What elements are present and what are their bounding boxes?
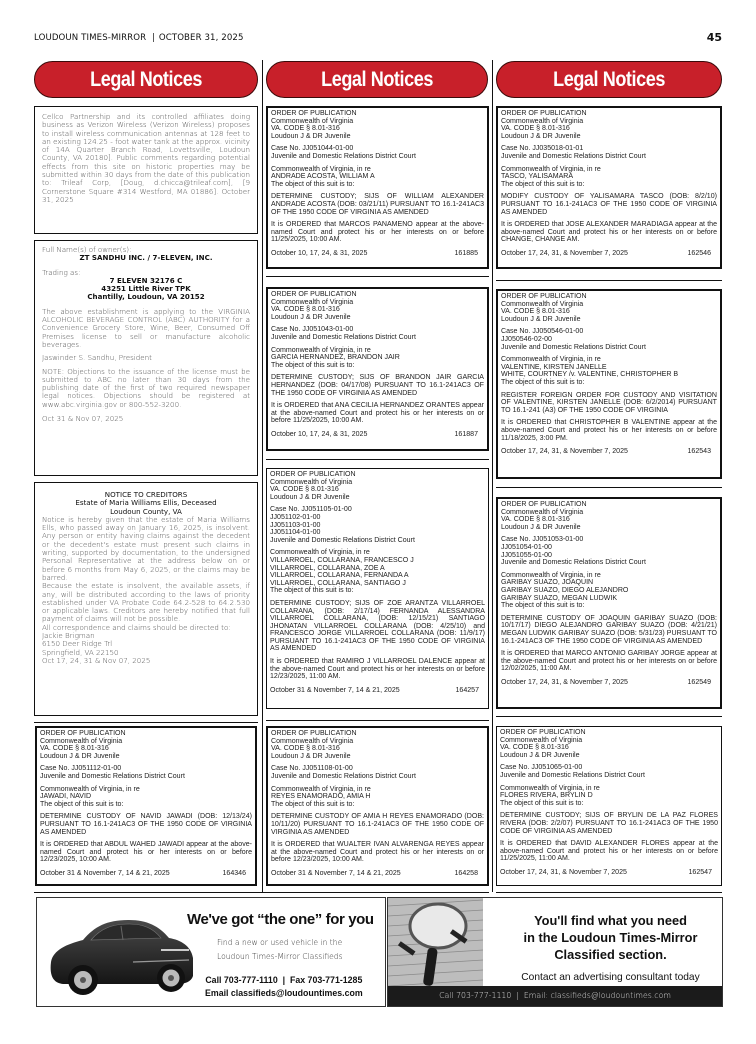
order-title: ORDER OF PUBLICATION	[271, 291, 357, 298]
rule	[34, 722, 258, 723]
order-title: ORDER OF PUBLICATION	[271, 110, 357, 117]
respondent-name: VALENTINE, KIRSTEN JANELLE	[501, 363, 607, 371]
order-title: ORDER OF PUBLICATION	[271, 730, 357, 737]
rule	[34, 892, 489, 893]
order-of-publication-garibay	[496, 497, 722, 709]
order-in-re	[271, 347, 484, 370]
suit-object: DETERMINE CUSTODY; SIJS OF BRANDON JAIR GARCIA HERNANDEZ (DOB: 04/17/08) PURSUANT TO 16.1-241AC3 OF THE 1950 CODE OF VIRGINIA AS AMENDED	[271, 374, 484, 397]
ad-number: 162546	[687, 249, 711, 257]
order-body	[267, 469, 488, 696]
respondent-name: TASCO, YALISAMARA	[501, 173, 574, 181]
object-label: The object of this suit is to:	[271, 361, 355, 369]
case-number: Case No. JJ050546-01-00	[501, 328, 584, 336]
order-code: VA. CODE § 8.01-316	[271, 306, 340, 314]
representative-street: 6150 Deer Ridge Trl	[42, 639, 113, 649]
order-footer	[500, 869, 718, 877]
car-ad-sub-line-2: Loudoun Times-Mirror Classifieds	[217, 952, 343, 961]
suit-object: DETERMINE CUSTODY; SIJS OF ZOE ARANTZA VILLARROEL COLLARANA, (DOB: 2/17/14) FERNANDA ALESSANDRA VILLARROEL COLLARANA, (DOB: 12/15/21) SANTIAGO JHONATAN VILLARROEL COLLARANA (DOB: 4/25/10) and FRANCESCO JORGE VILLARROEL COLLARANA (DOB: 11/9/17) PURSUANT TO 16.1-241AC3 OF THE 1950 CODE OF VIRGINIA AS AMENDED	[270, 599, 485, 653]
order-court: Loudoun J & DR Juvenile	[271, 752, 351, 760]
order-title: ORDER OF PUBLICATION	[501, 501, 587, 508]
in-re-label: Commonwealth of Virginia, in re	[271, 785, 371, 793]
creditors-para-3: All correspondence and claims should be directed to:	[42, 622, 231, 632]
magnifying-glass-image-icon	[388, 898, 483, 988]
respondent-name: GARIBAY SUAZO, DIEGO ALEJANDRO	[501, 586, 629, 594]
order-header	[501, 293, 717, 323]
order-court: Loudoun J & DR Juvenile	[40, 752, 120, 760]
rule	[266, 459, 489, 460]
car-classifieds-ad[interactable]	[36, 897, 386, 1007]
order-court: Loudoun J & DR Juvenile	[501, 315, 581, 323]
case-number: Case No. JJ051044-01-00	[271, 145, 354, 153]
ad-number: 162549	[687, 678, 711, 686]
separator: |	[152, 33, 156, 43]
order-title: ORDER OF PUBLICATION	[500, 729, 586, 736]
order-of-publication-reyes	[266, 726, 489, 886]
publication-name: LOUDOUN TIMES-MIRROR	[34, 33, 147, 43]
order-header	[500, 729, 718, 759]
respondent-name: VILLARROEL, COLLARANA, FRANCESCO J	[270, 556, 414, 564]
order-code: VA. CODE § 8.01-316	[500, 744, 569, 752]
order-in-re	[40, 786, 252, 809]
in-re-label: Commonwealth of Virginia, in re	[270, 549, 370, 557]
order-title: ORDER OF PUBLICATION	[270, 471, 356, 478]
court-name: Juvenile and Domestic Relations District Court	[271, 333, 416, 341]
order-code: VA. CODE § 8.01-316	[501, 516, 570, 524]
order-title: ORDER OF PUBLICATION	[40, 730, 126, 737]
order-code: VA. CODE § 8.01-316	[501, 125, 570, 133]
order-cases	[501, 145, 717, 160]
order-code: VA. CODE § 8.01-316	[271, 745, 340, 753]
suit-object: DETERMINE CUSTODY; SIJS OF WILLIAM ALEXANDER ANDRADE ACOSTA (DOB: 03/21/11) PURSUANT TO 16.1-241AC3 OF THE 1950 CODE OF VIRGINIA AS AMENDED	[271, 193, 484, 216]
order-cases	[501, 536, 717, 566]
creditors-para-2: Because the estate is insolvent, the available assets, if any, will be distributed according to the laws of priority established under VA Probate Code 64.2-528 to 64.2.530 or applicable laws. Creditors are hereby notified that full payment of claims will not be possible.	[42, 581, 250, 624]
ad-number: 162543	[687, 448, 711, 456]
order-cases	[501, 328, 717, 351]
court-name: Juvenile and Domestic Relations District Court	[501, 559, 646, 567]
order-jurisdiction: Commonwealth of Virginia	[500, 736, 583, 744]
order-court: Loudoun J & DR Juvenile	[501, 523, 581, 531]
order-of-publication-garcia	[266, 287, 489, 451]
abc-notice-body	[35, 241, 257, 431]
publication-dates: October 31 & November 7, 14 & 21, 2025	[40, 869, 170, 877]
respondent-name: VILLARROEL, COLLARANA, SANTIAGO J	[270, 579, 406, 587]
owners-label: Full Name(s) of owner(s):	[42, 245, 132, 254]
order-footer	[271, 431, 484, 439]
order-body	[268, 289, 487, 441]
creditors-subtitle-2: Loudoun County, VA	[110, 506, 182, 516]
order-directive: It is ORDERED that RAMIRO J VILLARROEL DALENCE appear at the above-named Court and protect his or her interests on or before 12/23/2025, 11:00 AM.	[270, 658, 485, 681]
column-divider	[492, 60, 493, 892]
creditors-dates: Oct 17, 24, 31 & Nov 07, 2025	[42, 655, 151, 665]
order-jurisdiction: Commonwealth of Virginia	[271, 298, 354, 306]
order-directive: It is ORDERED that DAVID ALEXANDER FLORES appear at the above-named Court and protect his or her interests on or before 11/25/2025, 11:00 AM.	[500, 840, 718, 863]
respondent-name: GARCIA HERNANDEZ, BRANDON JAIR	[271, 354, 400, 362]
order-in-re	[271, 786, 484, 809]
classified-ad-headline-line-1: You'll find what you need	[534, 913, 687, 928]
object-label: The object of this suit is to:	[270, 587, 354, 595]
order-header	[501, 110, 717, 140]
order-of-publication-andrade	[266, 106, 489, 269]
order-court: Loudoun J & DR Juvenile	[271, 132, 351, 140]
order-directive: It is ORDERED that MARCO ANTONIO GARIBAY JORGE appear at the above-named Court and protect his or her interests on or before 12/02/2025, 11:00 AM.	[501, 650, 717, 673]
order-body	[498, 291, 720, 458]
case-number: JJ051104-01-00	[270, 529, 321, 537]
publication-dates: October 17, 24, 31, & November 7, 2025	[500, 868, 627, 876]
object-label: The object of this suit is to:	[271, 180, 355, 188]
trading-label: Trading as:	[42, 267, 81, 277]
order-in-re	[501, 572, 717, 610]
court-name: Juvenile and Domestic Relations District Court	[271, 772, 416, 780]
order-directive: It is ORDERED that MARCOS PANAMENO appear at the above-named Court and protect his or her interests on or before 11/25/2025, 10:00 AM.	[271, 221, 484, 244]
ad-number: 162547	[688, 868, 712, 876]
classified-section-ad[interactable]	[387, 897, 723, 1007]
order-body	[268, 108, 487, 260]
section-banner	[266, 61, 488, 98]
case-number: Case No. JJ051105-01-00	[270, 506, 352, 514]
order-jurisdiction: Commonwealth of Virginia	[270, 478, 353, 486]
rule	[496, 487, 722, 488]
car-ad-contact	[205, 974, 363, 1000]
publication-dates: October 10, 17, 24, & 31, 2025	[271, 430, 368, 438]
verizon-notice-text: Cellco Partnership and its controlled affiliates doing business as Verizon Wireless (Verizon Wireless) proposes to install wireless communication antennas at 128 feet to an existing 124.25 - foot water tank at the approx. vicinity of 14A Quarter Branch Road, Lovettsville, Loudoun County, VA 20180]. Public comments regarding potential effects from this site on historic properties may be submitted within 30 days from the date of this publication to: Trileaf Corp, [Doug, d.chicca@trileaf.com], [9 Cornerstone Square #314 Westford, MA 01886]. October 31, 2025	[42, 112, 250, 204]
order-header	[40, 730, 252, 760]
car-ad-phone-fax: Call 703-777-1110 | Fax 703-771-1285	[205, 975, 363, 985]
page-number: 45	[706, 31, 722, 44]
representative-city: Springfield, VA 22150	[42, 647, 119, 657]
court-name: Juvenile and Domestic Relations District Court	[500, 771, 645, 779]
trading-name: 7 ELEVEN 32176 C	[109, 275, 183, 285]
ad-number: 164258	[454, 869, 478, 877]
creditors-notice	[34, 482, 258, 716]
case-number: JJ051102-01-00	[270, 513, 321, 521]
case-number: Case No. JJ051043-01-00	[271, 326, 354, 334]
case-number: JJ051103-01-00	[270, 521, 321, 529]
order-footer	[40, 870, 252, 878]
order-court: Loudoun J & DR Juvenile	[500, 751, 580, 759]
order-body	[268, 728, 487, 880]
order-header	[270, 471, 485, 501]
verizon-notice	[34, 106, 258, 234]
classified-ad-headline-line-3: Classified section.	[554, 947, 667, 962]
rule	[266, 720, 489, 721]
order-code: VA. CODE § 8.01-316	[501, 308, 570, 316]
respondent-name: REYES ENAMORADO, AMIA H	[271, 793, 371, 801]
suit-object: MODIFY CUSTODY OF YALISAMARA TASCO (DOB: 8/2/10) PURSUANT TO 16.1-241AC3 OF THE 1950 CODE OF VIRGINIA AS AMENDED	[501, 193, 717, 216]
respondent-name: VILLARROEL, COLLARANA, ZOE A	[270, 564, 385, 572]
case-number: Case No. JJ051053-01-00	[501, 536, 584, 544]
order-jurisdiction: Commonwealth of Virginia	[40, 737, 123, 745]
respondent-name: GARIBAY SUAZO, MEGAN LUDWIK	[501, 594, 618, 602]
rule	[496, 280, 722, 281]
representative-name: Jackie Brigman	[42, 631, 95, 641]
order-jurisdiction: Commonwealth of Virginia	[501, 508, 584, 516]
order-code: VA. CODE § 8.01-316	[271, 125, 340, 133]
respondent-name: WHITE, COURTNEY /v. VALENTINE, CHRISTOPHER B	[501, 371, 679, 379]
in-re-label: Commonwealth of Virginia, in re	[40, 785, 140, 793]
object-label: The object of this suit is to:	[501, 180, 585, 188]
masthead	[34, 33, 722, 47]
respondent-name: VILLARROEL, COLLARANA, FERNANDA A	[270, 572, 409, 580]
ad-number: 161887	[454, 430, 478, 438]
order-header	[501, 501, 717, 531]
trading-address-2: Chantilly, Loudoun, VA 20152	[87, 292, 205, 302]
court-name: Juvenile and Domestic Relations District Court	[271, 152, 416, 160]
order-jurisdiction: Commonwealth of Virginia	[501, 300, 584, 308]
order-of-publication-tasco	[496, 106, 722, 269]
publication-dates: October 31 & November 7, 14 & 21, 2025	[270, 686, 400, 694]
publication-dates: October 17, 24, 31, & November 7, 2025	[501, 448, 628, 456]
order-directive: It is ORDERED that CHRISTOPHER B VALENTINE appear at the above-named Court and protect his or her interests on or before 11/18/2025, 3:00 PM.	[501, 419, 717, 442]
banner-label: Legal Notices	[553, 68, 665, 91]
creditors-subtitle-1: Estate of Maria Williams Ellis, Deceased	[75, 498, 217, 508]
abc-dates: Oct 31 & Nov 07, 2025	[42, 414, 124, 424]
classified-ad-subtext: Contact an advertising consultant today	[521, 972, 700, 983]
in-re-label: Commonwealth of Virginia, in re	[501, 571, 601, 579]
order-jurisdiction: Commonwealth of Virginia	[271, 737, 354, 745]
order-in-re	[501, 166, 717, 189]
order-title: ORDER OF PUBLICATION	[501, 293, 587, 300]
court-name: Juvenile and Domestic Relations District Court	[501, 343, 646, 351]
publication-dates: October 10, 17, 24, & 31, 2025	[271, 249, 368, 257]
publication-dates: October 31 & November 7, 14 & 21, 2025	[271, 869, 401, 877]
banner-label: Legal Notices	[321, 68, 433, 91]
suit-object: REGISTER FOREIGN ORDER FOR CUSTODY AND VISITATION OF VALENTINE, KIRSTEN JANELLE (DOB: 6/2/2014) PURSUANT TO 16.1-241 (A3) OF THE 1950 CODE OF VIRGINIA	[501, 391, 717, 414]
section-banner	[496, 61, 722, 98]
order-cases	[500, 764, 718, 779]
case-number: Case No. JJ035018-01-01	[501, 145, 584, 153]
case-number: Case No. JJ051112-01-00	[40, 765, 122, 773]
abc-license-notice	[34, 240, 258, 476]
respondent-name: ANDRADE ACOSTA, WILLIAM A	[271, 173, 375, 181]
order-court: Loudoun J & DR Juvenile	[271, 313, 351, 321]
case-number: JJ051055-01-00	[501, 551, 552, 559]
ad-number: 164346	[222, 869, 246, 877]
order-code: VA. CODE § 8.01-316	[40, 745, 109, 753]
order-in-re	[270, 549, 485, 595]
object-label: The object of this suit is to:	[501, 378, 585, 386]
order-jurisdiction: Commonwealth of Virginia	[501, 117, 584, 125]
in-re-label: Commonwealth of Virginia, in re	[271, 165, 371, 173]
court-name: Juvenile and Domestic Relations District Court	[40, 772, 185, 780]
trading-address-1: 43251 Little River TPK	[101, 284, 191, 294]
rule	[496, 892, 722, 893]
rule	[266, 276, 489, 277]
creditors-para-1: Notice is hereby given that the estate of Maria Williams Ells, who passed away on January 16, 2025, is insolvent. Any person or entity having claims against the decedent or the decedent's estate must present such claims in writing, supported by documentation, to the undersigned Personal Representative at the address below on or before 6 months from May 6, 2025, or the claims may be barred.	[42, 514, 250, 582]
order-body	[497, 727, 721, 879]
suit-object: DETERMINE CUSTODY OF NAVID JAWADI (DOB: 12/13/24) PURSUANT TO 16.1-241AC3 OF THE 1950 CODE OF VIRGINIA AS AMENDED	[40, 813, 252, 836]
abc-note: NOTE: Objections to the issuance of the license must be submitted to ABC no later than 30 days from the publishing date of the first of two required newspaper legal notices. Objections should be registered at www.abc.virginia.gov or 800-552-3200.	[42, 366, 250, 409]
court-name: Juvenile and Domestic Relations District Court	[270, 536, 415, 544]
order-of-publication-jawadi	[35, 726, 257, 886]
car-ad-headline: We've got “the one” for you	[187, 911, 374, 928]
order-header	[271, 730, 484, 760]
order-cases	[271, 765, 484, 780]
object-label: The object of this suit is to:	[40, 800, 124, 808]
order-cases	[271, 145, 484, 160]
order-cases	[271, 326, 484, 341]
classified-ad-headline-line-2: in the Loudoun Times-Mirror	[523, 930, 698, 945]
order-cases	[270, 506, 485, 544]
order-code: VA. CODE § 8.01-316	[270, 486, 339, 494]
order-footer	[501, 679, 717, 687]
car-image-icon	[43, 906, 195, 1002]
suit-object: DETERMINE CUSTODY; SIJS OF BRYLIN DE LA PAZ FLORES RIVERA (DOB: 2/2/07) PURSUANT TO 16.1-241AC3 OF THE 1950 CODE OF VIRGINIA AS AMENDED	[500, 812, 718, 835]
in-re-label: Commonwealth of Virginia, in re	[500, 784, 600, 792]
order-footer	[271, 870, 484, 878]
order-header	[271, 291, 484, 321]
creditors-notice-body	[35, 483, 257, 668]
order-directive: It is ORDERED that WUALTER IVAN ALVARENGA REYES appear at the above-named Court and protect his or her interests on or before 12/23/2025, 10:00 AM.	[271, 841, 484, 864]
order-footer	[501, 448, 717, 456]
order-court: Loudoun J & DR Juvenile	[501, 132, 581, 140]
case-number: JJ050546-02-00	[501, 335, 552, 343]
suit-object: DETERMINE CUSTODY OF JOAQUIN GARIBAY SUAZO (DOB: 10/17/17) DIEGO ALEJANDRO GARIBAY SUAZO (DOB: 4/21/21) MEGAN LUDWIK GARIBAY SUAZO (DOB: 5/31/23) PURSUANT TO 16.1-241AC3 OF THE 1950 CODE OF VIRGINIA AS AMENDED	[501, 614, 717, 645]
order-title: ORDER OF PUBLICATION	[501, 110, 587, 117]
respondent-name: JAWADI, NAVID	[40, 793, 92, 801]
object-label: The object of this suit is to:	[501, 602, 585, 610]
order-directive: It is ORDERED that ANA CECILIA HERNANDEZ ORANTES appear at the above-named Court and protect his or her interests on or before 11/25/2025, 10:00 AM.	[271, 402, 484, 425]
object-label: The object of this suit is to:	[271, 800, 355, 808]
owners-name: ZT SANDHU INC. / 7-ELEVEN, INC.	[79, 253, 213, 263]
order-in-re	[271, 166, 484, 189]
order-jurisdiction: Commonwealth of Virginia	[271, 117, 354, 125]
abc-body: The above establishment is applying to the VIRGINIA ALCOHOLIC BEVERAGE CONTROL (ABC) AUTHORITY for a Convenience Grocery Store, Wine, Beer, Consumed Off Premises license to sell or manufacture alcoholic beverages.	[42, 306, 250, 349]
column-divider	[262, 60, 263, 892]
respondent-name: GARIBAY SUAZO, JOAQUIN	[501, 579, 594, 587]
case-number: Case No. JJ051065-01-00	[500, 764, 583, 772]
creditors-title: NOTICE TO CREDITORS	[104, 490, 188, 499]
order-footer	[501, 250, 717, 258]
publication-dates: October 17, 24, 31, & November 7, 2025	[501, 678, 628, 686]
order-header	[271, 110, 484, 140]
in-re-label: Commonwealth of Virginia, in re	[501, 165, 601, 173]
abc-signer: Jaswinder S. Sandhu, President	[42, 353, 152, 363]
car-ad-subtext	[217, 936, 357, 964]
case-number: JJ051054-01-00	[501, 543, 552, 551]
in-re-label: Commonwealth of Virginia, in re	[501, 356, 601, 364]
classified-ad-contact-bar[interactable]: Call 703-777-1110 | Email: classifieds@loudountimes.com	[388, 986, 722, 1006]
order-body	[498, 499, 720, 688]
case-number: Case No. JJ051108-01-00	[271, 765, 353, 773]
classified-ad-headline	[488, 912, 723, 963]
order-directive: It is ORDERED that ABDUL WAHED JAWADI appear at the above-named Court and protect his or her interests on or before 12/23/2025, 10:00 AM.	[40, 841, 252, 864]
object-label: The object of this suit is to:	[500, 799, 584, 807]
section-banner	[34, 61, 258, 98]
order-court: Loudoun J & DR Juvenile	[270, 493, 350, 501]
issue-date: OCTOBER 31, 2025	[158, 33, 244, 43]
order-of-publication-valentine	[496, 289, 722, 479]
order-footer	[271, 250, 484, 258]
order-of-publication-villarroel	[266, 468, 489, 709]
order-body	[498, 108, 720, 260]
order-in-re	[501, 356, 717, 386]
court-name: Juvenile and Domestic Relations District Court	[501, 152, 646, 160]
order-cases	[40, 765, 252, 780]
ad-number: 161885	[454, 249, 478, 257]
order-of-publication-flores	[496, 726, 722, 886]
car-ad-sub-line-1: Find a new or used vehicle in the	[217, 938, 343, 947]
rule	[496, 716, 722, 717]
ad-number: 164257	[455, 686, 479, 694]
publication-dates: October 17, 24, 31, & November 7, 2025	[501, 249, 628, 257]
masthead-publication-date	[34, 33, 244, 43]
car-ad-email[interactable]: Email classifieds@loudountimes.com	[205, 988, 363, 998]
suit-object: DETERMINE CUSTODY OF AMIA H REYES ENAMORADO (DOB: 10/11/20) PURSUANT TO 16.1-241AC3 OF THE 1950 CODE OF VIRGINIA AS AMENDED	[271, 813, 484, 836]
order-body	[37, 728, 255, 880]
order-directive: It is ORDERED that JOSE ALEXANDER MARADIAGA appear at the above-named Court and protect his or her interests on or before CHANGE, CHANGE AM.	[501, 221, 717, 244]
respondent-name: FLORES RIVERA, BRYLIN D	[500, 792, 593, 800]
banner-label: Legal Notices	[90, 68, 202, 91]
order-in-re	[500, 785, 718, 808]
in-re-label: Commonwealth of Virginia, in re	[271, 346, 371, 354]
order-footer	[270, 687, 485, 695]
